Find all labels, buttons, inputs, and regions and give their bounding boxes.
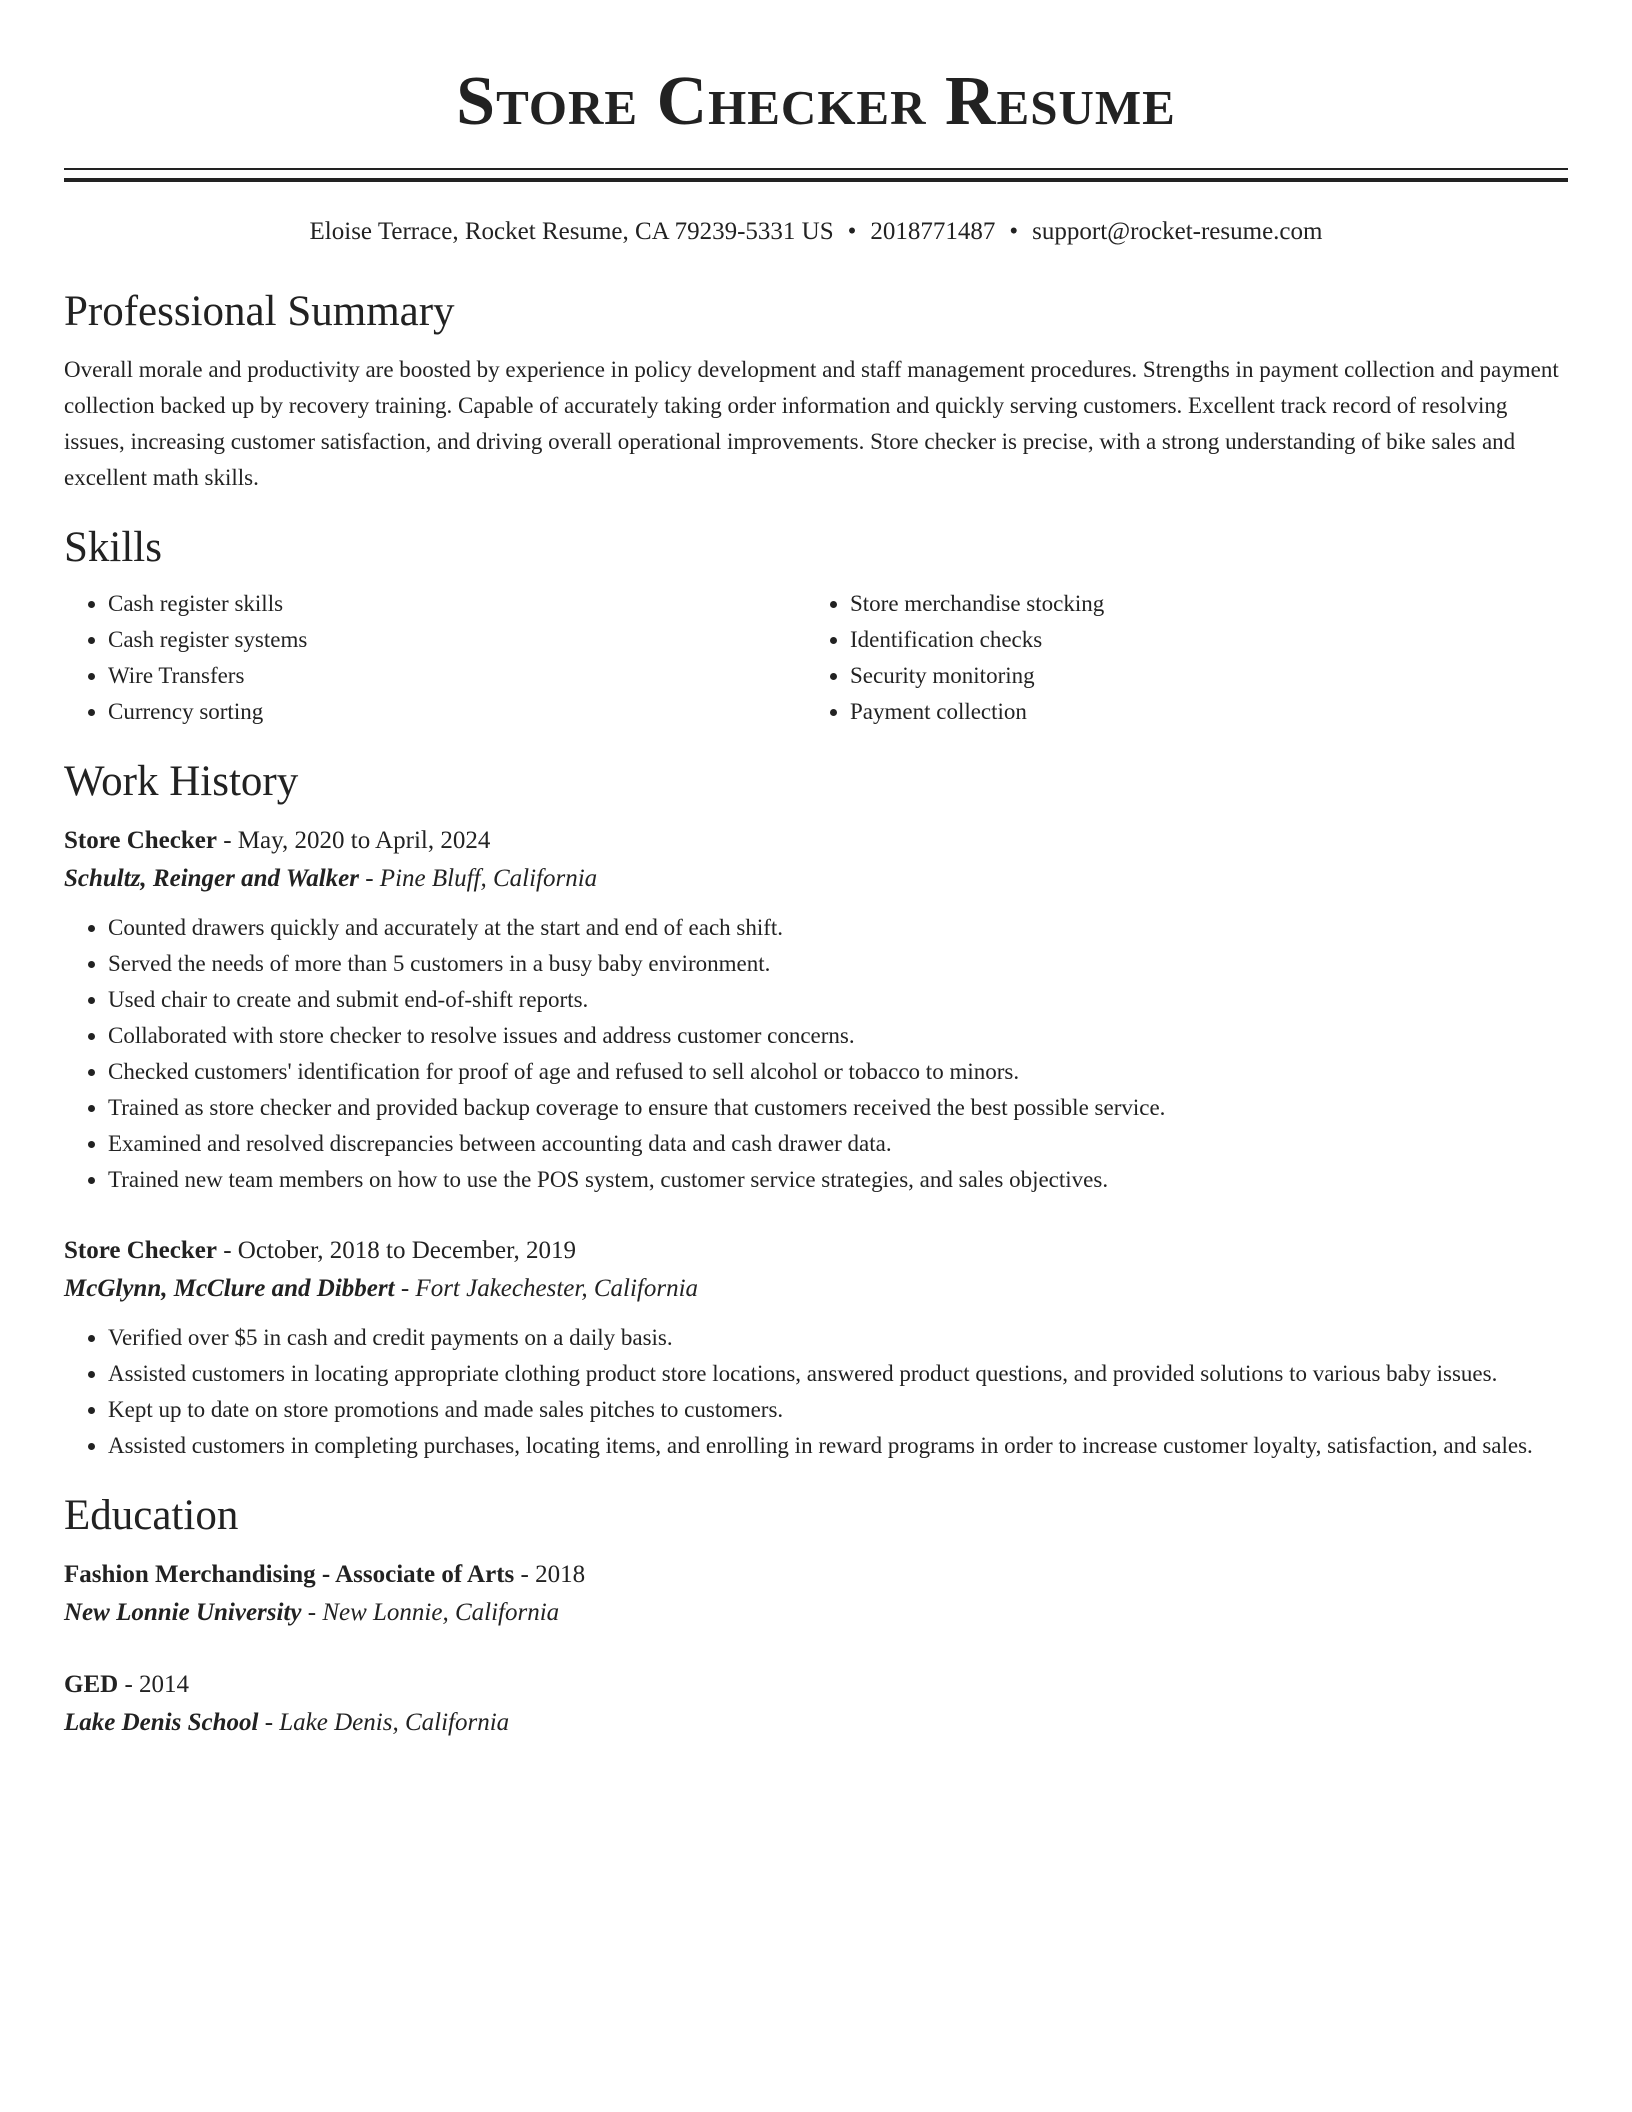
contact-separator: • <box>1009 218 1019 245</box>
education-year: - 2014 <box>118 1671 190 1698</box>
contact-separator: • <box>847 218 857 245</box>
title-divider <box>64 168 1568 182</box>
skill-item: • Cash register skills <box>108 586 806 622</box>
job-duty: • Served the needs of more than 5 customers in a busy baby environment. <box>108 946 1568 982</box>
skills-list <box>64 586 1568 730</box>
summary-text: Overall morale and productivity are boosted by experience in policy development and staff management procedures. Strengths in payment collection and payment collection backed up by recovery training. Capable of accurately taking order information and quickly serving customers. Excellent track record of resolving issues, increasing customer satisfaction, and driving overall operational improvements. Store checker is precise, with a strong understanding of bike sales and excellent math skills. <box>64 357 1559 490</box>
job-company: Schultz, Reinger and Walker <box>64 865 359 892</box>
skill-item: • Identification checks <box>850 622 1548 658</box>
skill-item: • Currency sorting <box>108 694 806 730</box>
education-school-line <box>64 1594 1568 1632</box>
job-dates: - October, 2018 to December, 2019 <box>216 1237 576 1264</box>
contact-email: support@rocket-resume.com <box>1032 218 1323 245</box>
work-history-heading: Work History <box>64 758 299 805</box>
skills-heading: Skills <box>64 524 162 571</box>
education-entry <box>64 1666 1568 1742</box>
skill-item: • Payment collection <box>850 694 1548 730</box>
job-title: Store Checker <box>64 827 217 854</box>
job-location: - Pine Bluff, California <box>358 865 598 892</box>
skill-item: • Store merchandise stocking <box>850 586 1548 622</box>
job-duty: • Assisted customers in locating appropriate clothing product store locations, answered product questions, and provided solutions to various baby issues. <box>108 1356 1568 1392</box>
job-duty: • Assisted customers in completing purchases, locating items, and enrolling in reward programs in order to increase customer loyalty, satisfaction, and sales. <box>108 1428 1568 1464</box>
job-duty: • Kept up to date on store promotions and made sales pitches to customers. <box>108 1392 1568 1428</box>
job-entry <box>64 822 1568 1198</box>
page-title: Store Checker Resume <box>456 63 1176 140</box>
job-duty: • Verified over $5 in cash and credit payments on a daily basis. <box>108 1320 1568 1356</box>
skill-item: • Wire Transfers <box>108 658 806 694</box>
skill-item: • Security monitoring <box>850 658 1548 694</box>
job-duty: • Trained new team members on how to use the POS system, customer service strategies, and sales objectives. <box>108 1162 1568 1198</box>
skill-item: • Cash register systems <box>108 622 806 658</box>
education-year: - 2018 <box>514 1561 586 1588</box>
summary-heading: Professional Summary <box>64 288 455 335</box>
education-school: New Lonnie University <box>64 1599 302 1626</box>
job-entry <box>64 1232 1568 1464</box>
job-duties <box>64 1320 1568 1464</box>
job-duty: • Trained as store checker and provided backup coverage to ensure that customers received the best possible service. <box>108 1090 1568 1126</box>
job-employer <box>64 1270 1568 1308</box>
education-degree-line <box>64 1666 1568 1704</box>
education-school: Lake Denis School <box>64 1709 259 1736</box>
job-duty: • Checked customers' identification for proof of age and refused to sell alcohol or tobacco to minors. <box>108 1054 1568 1090</box>
education-heading: Education <box>64 1492 239 1539</box>
job-duty: • Collaborated with store checker to resolve issues and address customer concerns. <box>108 1018 1568 1054</box>
job-company: McGlynn, McClure and Dibbert <box>64 1275 395 1302</box>
education-entry <box>64 1556 1568 1632</box>
education-location: - Lake Denis, California <box>258 1709 510 1736</box>
contact-phone: 2018771487 <box>870 218 996 245</box>
education-school-line <box>64 1704 1568 1742</box>
skills-column-left <box>64 586 806 730</box>
education-degree: Fashion Merchandising - Associate of Arts <box>64 1561 515 1588</box>
job-duty: • Counted drawers quickly and accurately at the start and end of each shift. <box>108 910 1568 946</box>
skills-column-right <box>806 586 1548 730</box>
education-degree: GED <box>64 1671 119 1698</box>
job-location: - Fort Jakechester, California <box>394 1275 699 1302</box>
education-degree-line <box>64 1556 1568 1594</box>
job-title: Store Checker <box>64 1237 217 1264</box>
job-header <box>64 1232 1568 1270</box>
job-header <box>64 822 1568 860</box>
contact-address: Eloise Terrace, Rocket Resume, CA 79239-5331 US <box>309 218 834 245</box>
job-dates: - May, 2020 to April, 2024 <box>216 827 491 854</box>
education-location: - New Lonnie, California <box>301 1599 560 1626</box>
job-duties <box>64 910 1568 1198</box>
contact-line <box>64 216 1568 248</box>
job-duty: • Examined and resolved discrepancies between accounting data and cash drawer data. <box>108 1126 1568 1162</box>
job-employer <box>64 860 1568 898</box>
job-duty: • Used chair to create and submit end-of-shift reports. <box>108 982 1568 1018</box>
